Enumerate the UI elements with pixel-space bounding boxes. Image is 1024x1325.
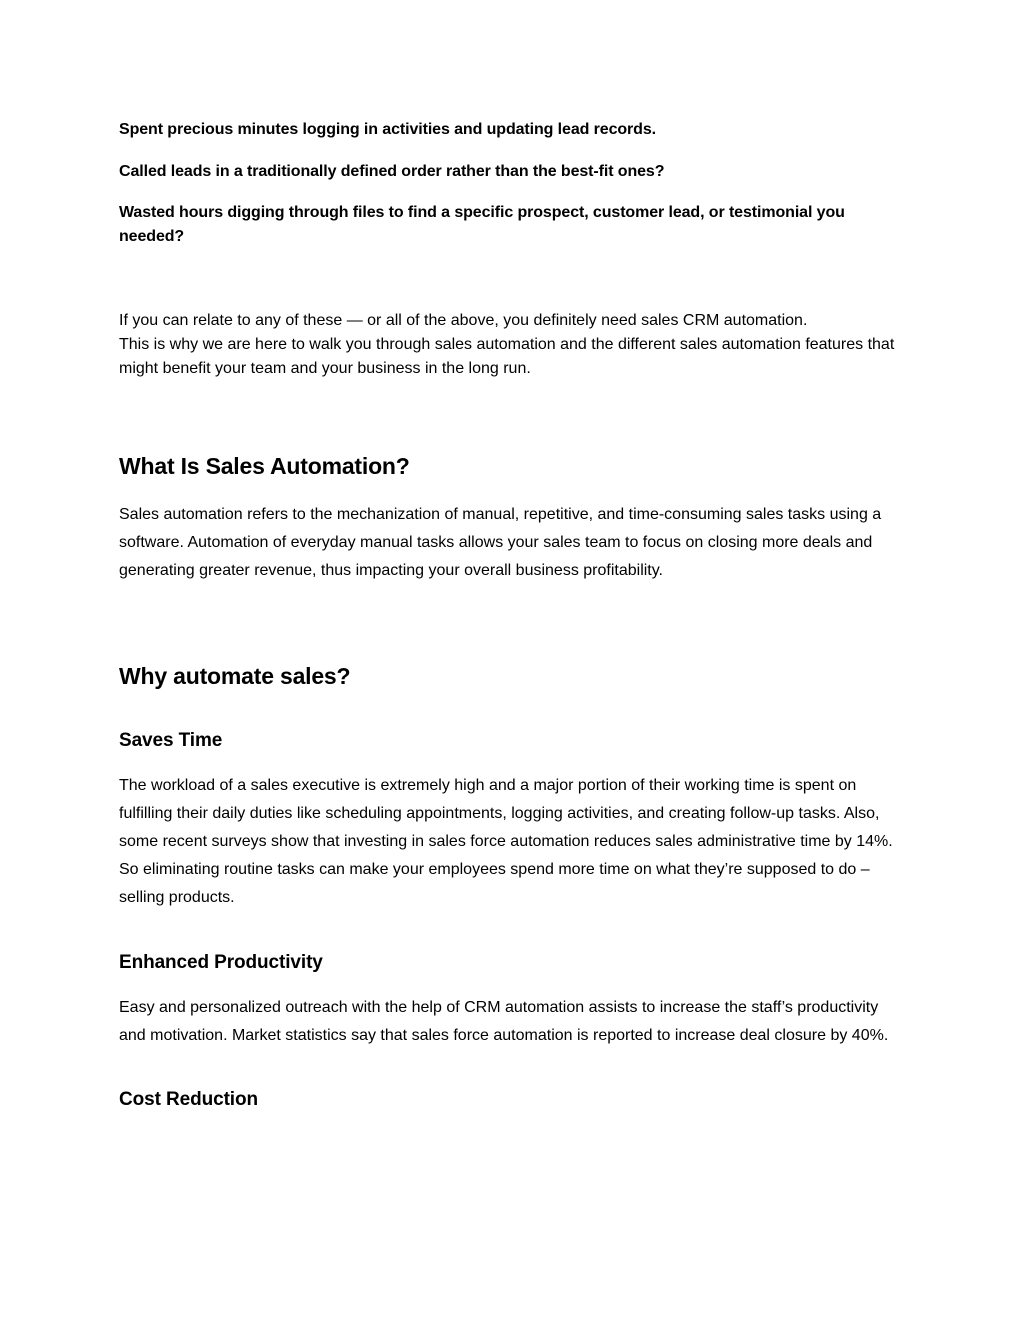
heading-enhanced-productivity: Enhanced Productivity [119, 952, 323, 973]
heading-what-is-sales-automation: What Is Sales Automation? [119, 453, 410, 479]
paragraph-saves-time: The workload of a sales executive is extremely high and a major portion of their working time is spent on fulfilling their daily duties like scheduling appointments, logging activities, and creating follow-up tasks. Also, some recent surveys show that investing in sales force automation reduces sales administrative time by 14%. So eliminating routine tasks can make your employees spend more time on what they’re supposed to do – selling products. [119, 777, 893, 906]
question-called-leads: Called leads in a traditionally defined order rather than the best-fit ones? [119, 163, 665, 180]
intro-walkthrough: This is why we are here to walk you through sales automation and the different sales automation features that might benefit your team and your business in the long run. [119, 336, 895, 377]
paragraph-sales-automation-definition: Sales automation refers to the mechanization of manual, repetitive, and time-consuming sales tasks using a software. Automation of everyday manual tasks allows your sales team to focus on closing more deals and generating greater revenue, thus impacting your overall business profitability. [119, 506, 882, 579]
question-wasted-hours: Wasted hours digging through files to find a specific prospect, customer lead, or testimonial you needed? [119, 204, 845, 245]
intro-relate: If you can relate to any of these — or all of the above, you definitely need sales CRM automation. [119, 312, 808, 329]
document-page [119, 118, 909, 1113]
heading-why-automate-sales: Why automate sales? [119, 663, 351, 689]
heading-saves-time: Saves Time [119, 730, 223, 751]
question-logging: Spent precious minutes logging in activities and updating lead records. [119, 121, 656, 138]
paragraph-enhanced-productivity: Easy and personalized outreach with the help of CRM automation assists to increase the staff’s productivity and motivation. Market statistics say that sales force automation is reported to increase deal closure by 40%. [119, 999, 889, 1044]
heading-cost-reduction: Cost Reduction [119, 1089, 258, 1110]
